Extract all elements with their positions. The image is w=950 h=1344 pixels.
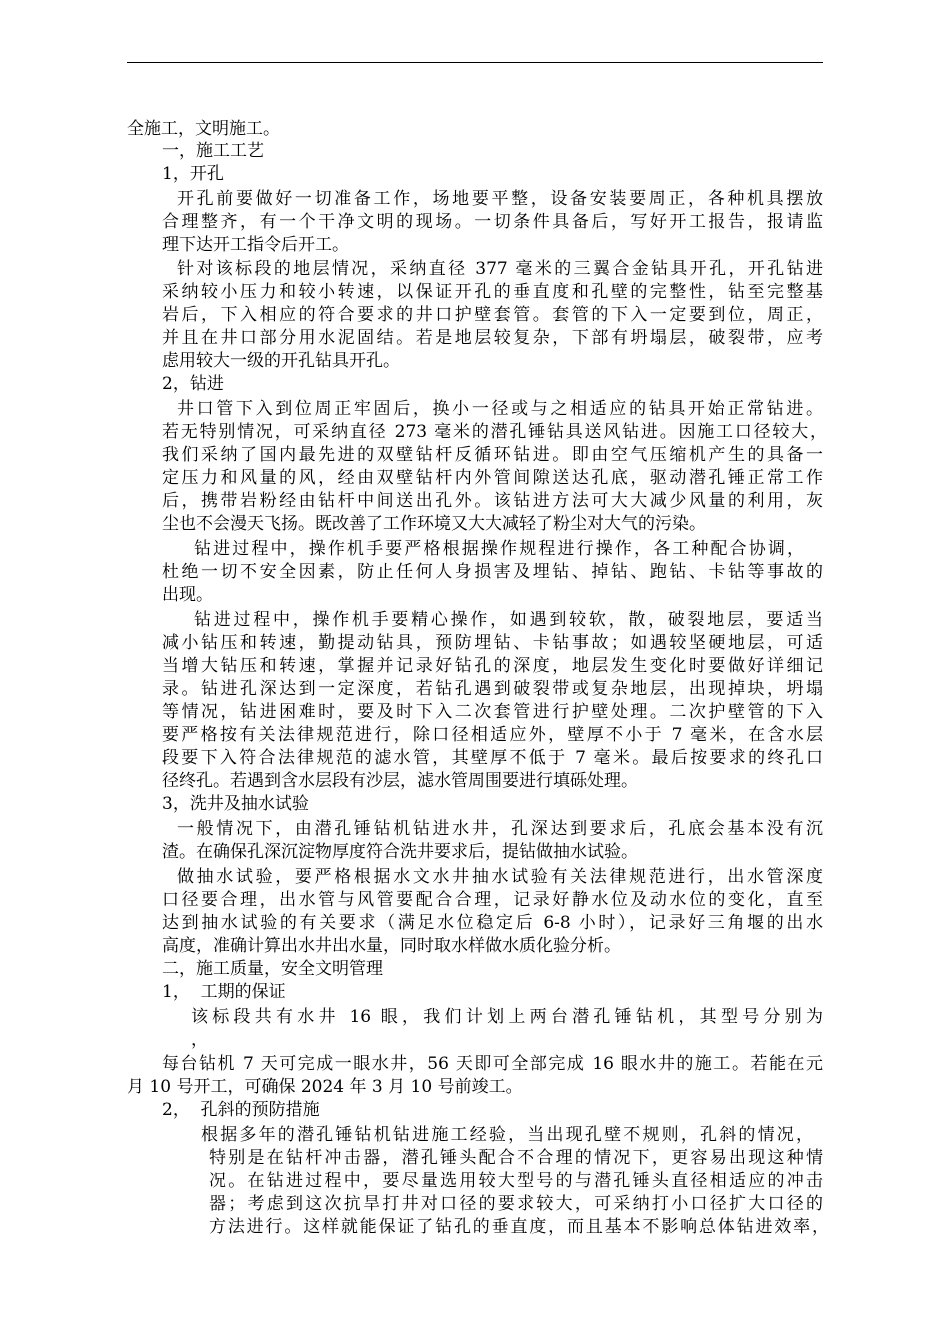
text-line: 并且在井口部分用水泥固结。若是地层较复杂，下部有坍塌层，破裂带，应考 xyxy=(162,328,823,348)
text-line: 若无特别情况，可采纳直径 273 毫米的潜孔锤钻具送风钻进。因施工口径较大， xyxy=(162,422,827,442)
text-line: 方法进行。这样就能保证了钻孔的垂直度，而且基本不影响总体钻进效率， xyxy=(209,1217,829,1237)
text-line: 渣。在确保孔深沉淀物厚度符合洗井要求后，提钻做抽水试验。 xyxy=(162,842,638,862)
text-line: 我们采纳了国内最先进的双壁钻杆反循环钻进。即由空气压缩机产生的具备一 xyxy=(162,445,823,465)
text-line: 虑用较大一级的开孔钻具开孔。 xyxy=(162,351,400,371)
text-line: 一般情况下，由潜孔锤钻机钻进水井，孔深达到要求后，孔底会基本没有沉 xyxy=(177,819,823,839)
text-line: 高度，准确计算出水井出水量，同时取水样做水质化验分析。 xyxy=(162,936,621,956)
text-line: 特别是在钻杆冲击器，潜孔锤头配合不合理的情况下，更容易出现这种情 xyxy=(209,1148,823,1168)
text-line: 开孔前要做好一切准备工作，场地要平整，设备安装要周正，各种机具摆放 xyxy=(177,189,823,209)
text-line: 口径要合理，出水管与风管要配合合理，记录好静水位及动水位的变化，直至 xyxy=(162,890,823,910)
header-rule xyxy=(127,62,823,63)
text-line: 钻进过程中，操作机手要精心操作，如遇到较软，散，破裂地层，要适当 xyxy=(194,610,823,630)
text-line: 一，施工工艺 xyxy=(162,141,264,161)
text-line: 合理整齐，有一个干净文明的现场。一切条件具备后，写好开工报告，报请监 xyxy=(162,212,823,232)
text-line: 杜绝一切不安全因素，防止任何人身损害及埋钻、掉钻、跑钻、卡钻等事故的 xyxy=(162,562,823,582)
text-line: 理下达开工指令后开工。 xyxy=(162,235,349,255)
text-line: 每台钻机 7 天可完成一眼水井，56 天即可全部完成 16 眼水井的施工。若能在元 xyxy=(162,1054,823,1074)
text-line: 器；考虑到这次抗旱打井对口径的要求较大，可采纳打小口径扩大口径的 xyxy=(209,1194,823,1214)
text-line: 径终孔。若遇到含水层段有沙层，滤水管周围要进行填砾处理。 xyxy=(162,771,638,791)
text-line: 减小钻压和转速，勤提动钻具，预防埋钻、卡钻事故；如遇较坚硬地层，可适 xyxy=(162,633,823,653)
text-line: 后，携带岩粉经由钻杆中间送出孔外。该钻进方法可大大减少风量的利用，灰 xyxy=(162,491,823,511)
text-line: 岩后，下入相应的符合要求的井口护壁套管。套管的下入一定要到位，周正， xyxy=(162,305,823,325)
text-line: 达到抽水试验的有关要求（满足水位稳定后 6-8 小时），记录好三角堰的出水 xyxy=(162,913,823,933)
text-line: 井口管下入到位周正牢固后，换小一径或与之相适应的钻具开始正常钻进。 xyxy=(177,399,823,419)
text-line: 段要下入符合法律规范的滤水管，其壁厚不低于 7 毫米。最后按要求的终孔口 xyxy=(162,748,823,768)
text-line: 当增大钻压和转速，掌握并记录好钻孔的深度，地层发生变化时要做好详细记 xyxy=(162,656,823,676)
text-line: 根据多年的潜孔锤钻机钻进施工经验，当出现孔壁不规则，孔斜的情况， xyxy=(201,1125,813,1145)
text-line: 月 10 号开工，可确保 2024 年 3 月 10 号前竣工。 xyxy=(127,1077,523,1097)
text-line: 1， 工期的保证 xyxy=(162,982,286,1002)
text-line: 1，开孔 xyxy=(162,164,224,184)
text-line: 全施工，文明施工。 xyxy=(127,119,280,139)
text-line: 3，洗井及抽水试验 xyxy=(162,794,309,814)
text-line: 要严格按有关法律规范进行，除口径相适应外，壁厚不小于 7 毫米，在含水层 xyxy=(162,725,823,745)
text-line: 采纳较小压力和较小转速，以保证开孔的垂直度和孔壁的完整性，钻至完整基 xyxy=(162,282,823,302)
text-line: ， xyxy=(191,1030,208,1050)
text-line: 尘也不会漫天飞扬。既改善了工作环境又大大减轻了粉尘对大气的污染。 xyxy=(162,514,706,534)
text-line: 该标段共有水井 16 眼，我们计划上两台潜孔锤钻机，其型号分别为 xyxy=(191,1007,823,1027)
text-line: 定压力和风量的风，经由双壁钻杆内外管间隙送达孔底，驱动潜孔锤正常工作 xyxy=(162,468,823,488)
text-line: 录。钻进孔深达到一定深度，若钻孔遇到破裂带或复杂地层，出现掉块，坍塌 xyxy=(162,679,823,699)
text-line: 出现。 xyxy=(162,585,213,605)
text-line: 2， 孔斜的预防措施 xyxy=(162,1100,320,1120)
text-line: 二，施工质量，安全文明管理 xyxy=(162,959,383,979)
text-line: 钻进过程中，操作机手要严格根据操作规程进行操作，各工种配合协调， xyxy=(194,539,804,559)
text-line: 况。在钻进过程中，要尽量选用较大型号的与潜孔锤头直径相适应的冲击 xyxy=(209,1171,823,1191)
text-line: 针对该标段的地层情况，采纳直径 377 毫米的三翼合金钻具开孔，开孔钻进 xyxy=(177,259,823,279)
text-line: 做抽水试验，要严格根据水文水井抽水试验有关法律规范进行，出水管深度 xyxy=(177,867,823,887)
text-line: 2，钻进 xyxy=(162,374,224,394)
text-line: 等情况，钻进困难时，要及时下入二次套管进行护壁处理。二次护壁管的下入 xyxy=(162,702,823,722)
